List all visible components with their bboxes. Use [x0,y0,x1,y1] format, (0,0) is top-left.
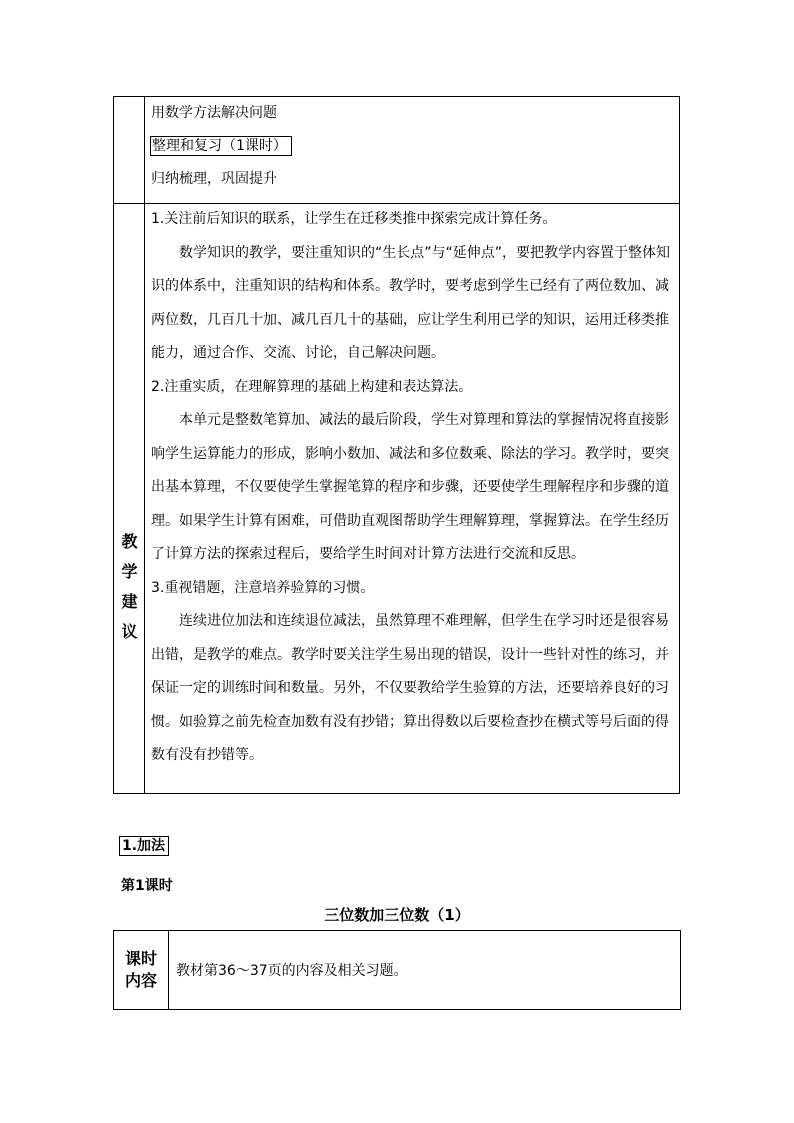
teaching-suggestions-cell [151,203,673,773]
teaching-plan-table [113,96,680,794]
unit-summary-cell [151,97,673,196]
summary-row-consolidate: 归纳梳理，巩固提升 [151,171,277,187]
summary-row-review [151,130,673,163]
suggestion-heading-1: 1.关注前后知识的联系，让学生在迁移类推中探索完成计算任务。 [151,211,557,227]
section-heading: 1.加法 [119,836,169,856]
lesson-content-label: 课时 内容 [114,931,169,1009]
lesson-content-table [113,930,681,1010]
suggestion-heading-3: 3.重视错题，注意培养验算的习惯。 [151,579,375,596]
lesson-label: 第1课时 [121,878,173,894]
suggestion-paragraph-1: 数学知识的教学，要注重知识的“生长点”与“延伸点”，要把教学内容置于整体知识的体系中，注重知识的结构和体系。教学时，要考虑到学生已经有了两位数加、减两位数，几百几十加、减几百几十的基础，应让学生利用已学的知识，运用迁移类推能力，通过合作、交流、讨论，自己解决问题。 [151,244,671,361]
lesson-title: 三位数加三位数（1） [324,906,470,924]
suggestion-heading-2: 2.注重实质，在理解算理的基础上构建和表达算法。 [151,378,473,395]
teaching-suggestions-label: 教 学 建 议 [121,532,138,641]
lesson-content-text: 教材第36～37页的内容及相关习题。 [176,963,408,979]
summary-row-problem-solving: 用数学方法解决问题 [151,105,277,121]
suggestion-paragraph-3: 连续进位加法和连续退位减法，虽然算理不难理解，但学生在学习时还是很容易出错，是教学的难点。教学时要关注学生易出现的错误，设计一些针对性的练习，并保证一定的训练时间和数量。另外，不仅要教给学生验算的方法，还要培养良好的习惯。如验算之前先检查加数有没有抄错；算出得数以后要检查抄在横式等号后面的得数有没有抄错等。 [151,613,669,763]
table-label-column [114,97,145,793]
suggestion-paragraph-2: 本单元是整数笔算加、减法的最后阶段，学生对算理和算法的掌握情况将直接影响学生运算能力的形成，影响小数加、减法和多位数乘、除法的学习。教学时，要突出基本算理，不仅要使学生掌握笔算的程序和步骤，还要使学生理解程序和步骤的道理。如果学生计算有困难，可借助直观图帮助学生理解算理，掌握算法。在学生经历了计算方法的探索过程后，要给学生时间对计算方法进行交流和反思。 [151,412,669,562]
review-boxed-label: 整理和复习（1课时） [150,136,292,156]
